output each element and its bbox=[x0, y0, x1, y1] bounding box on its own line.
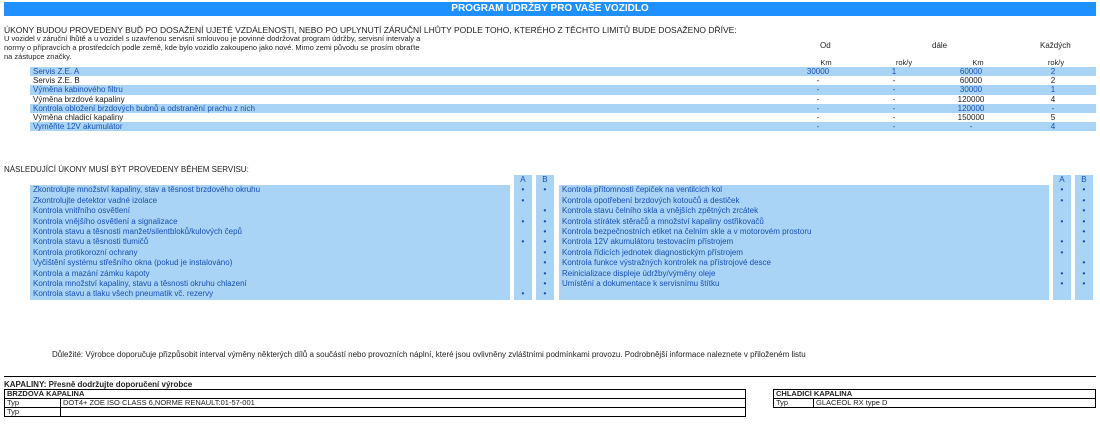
service-b-mark: • bbox=[536, 227, 554, 237]
service-row bbox=[559, 289, 1093, 299]
service-a-mark bbox=[514, 258, 532, 268]
schedule-dale-km: 30000 bbox=[932, 85, 1010, 94]
service-row bbox=[30, 237, 554, 247]
service-label: Zkontrolujte detektor vadné izolace bbox=[30, 196, 510, 206]
column-a-header: A bbox=[1053, 175, 1071, 185]
service-row bbox=[30, 185, 554, 195]
schedule-dale-km: 150000 bbox=[957, 113, 985, 123]
service-b-mark: • bbox=[1075, 185, 1093, 195]
service-label: Kontrola stírátek stěračů a množství kapaliny ostřikovačů bbox=[559, 217, 1049, 227]
service-row bbox=[559, 206, 1093, 216]
column-b-header: B bbox=[1075, 175, 1093, 185]
service-label: Reinicializace displeje údržby/výměny oleje bbox=[559, 269, 1049, 279]
schedule-row bbox=[30, 95, 1096, 104]
service-a-mark bbox=[514, 206, 532, 216]
services-heading: NÁSLEDUJÍCÍ ÚKONY MUSÍ BÝT PROVEDENY BĚHEM SERVISU: bbox=[4, 165, 249, 174]
service-b-mark: • bbox=[536, 237, 554, 247]
service-row bbox=[559, 196, 1093, 206]
service-label: Kontrola 12V akumulátoru testovacím přístrojem bbox=[559, 237, 1049, 247]
schedule-dale-km: 120000 bbox=[932, 104, 1010, 113]
service-row bbox=[30, 279, 554, 289]
schedule-od-km: - bbox=[816, 113, 820, 123]
service-label: Kontrola stavu a těsnosti manžet/silentbloků/kulových čepů bbox=[30, 227, 510, 237]
service-a-mark bbox=[1053, 206, 1071, 216]
schedule-row bbox=[30, 104, 1096, 113]
service-label: Umístění a dokumentace k servisnímu štítku bbox=[559, 279, 1049, 289]
service-row bbox=[559, 227, 1093, 237]
column-b-header: B bbox=[536, 175, 554, 185]
brake-fluid-type-label: Typ bbox=[5, 399, 61, 408]
service-a-mark: • bbox=[514, 217, 532, 227]
schedule-od-years: - bbox=[856, 85, 932, 94]
service-row bbox=[30, 227, 554, 237]
service-a-mark: • bbox=[1053, 248, 1071, 258]
service-a-mark: • bbox=[1053, 269, 1071, 279]
service-label: Kontrola přítomnosti čepiček na ventilcích kol bbox=[559, 185, 1049, 195]
service-row bbox=[30, 196, 554, 206]
schedule-od-km: - bbox=[816, 94, 820, 104]
service-b-mark: • bbox=[536, 217, 554, 227]
service-label: Kontrola stavu a těsnosti tlumičů bbox=[30, 237, 510, 247]
schedule-dale-years: 4 bbox=[1010, 122, 1096, 131]
service-b-mark: • bbox=[536, 279, 554, 289]
schedule-dale-years: 2 bbox=[1010, 67, 1096, 76]
services-header-row bbox=[559, 175, 1093, 185]
schedule-item-label: Kontrola obložení brzdových bubnů a odstranění prachu z nich bbox=[30, 104, 780, 113]
service-a-mark bbox=[1053, 258, 1071, 268]
service-label: Kontrola protikorozní ochrany bbox=[30, 248, 510, 258]
service-label bbox=[559, 289, 1049, 299]
service-b-mark: • bbox=[1075, 279, 1093, 289]
service-row bbox=[30, 206, 554, 216]
service-a-mark: • bbox=[1053, 279, 1071, 289]
schedule-dale-years: 4 bbox=[1050, 94, 1056, 104]
service-label: Kontrola vnějšího osvětlení a signalizace bbox=[30, 217, 510, 227]
service-b-mark: • bbox=[536, 248, 554, 258]
schedule-od-km: - bbox=[780, 104, 856, 113]
service-a-mark: • bbox=[514, 237, 532, 247]
service-b-mark: • bbox=[536, 289, 554, 299]
service-b-mark: • bbox=[536, 258, 554, 268]
intro-heading: ÚKONY BUDOU PROVEDENY BUĎ PO DOSAŽENÍ UJETÉ VZDÁLENOSTI, NEBO PO UPLYNUTÍ ZÁRUČNÍ LHŮTY PODLE TOHO, KTERÉHO Z TĚCHTO LIMITŮ BUDE DOSAŽENO DŘÍVE: bbox=[4, 25, 737, 35]
schedule-od-km: - bbox=[780, 85, 856, 94]
column-a-header: A bbox=[514, 175, 532, 185]
service-row bbox=[30, 269, 554, 279]
service-label: Kontrola a mazání zámku kapoty bbox=[30, 269, 510, 279]
service-b-mark: • bbox=[536, 185, 554, 195]
schedule-dale-km: 120000 bbox=[957, 94, 985, 104]
service-a-mark bbox=[1053, 289, 1071, 299]
coolant-table bbox=[773, 389, 1096, 408]
important-note: Důležité: Výrobce doporučuje přizpůsobit interval výměny některých dílů a součástí nebo provozních náplní, které jsou ovlivněny zvláštními podmínkami provozu. Podrobnější informace naleznete v přiloženém listu bbox=[52, 350, 806, 359]
service-row bbox=[30, 258, 554, 268]
section-divider bbox=[4, 376, 1096, 377]
service-a-mark: • bbox=[1053, 217, 1071, 227]
page-title: PROGRAM ÚDRŽBY PRO VAŠE VOZIDLO bbox=[4, 2, 1096, 16]
col-header-kazdych: Každých bbox=[1040, 41, 1071, 50]
schedule-od-years: - bbox=[856, 122, 932, 131]
schedule-od-years: - bbox=[892, 76, 896, 86]
service-a-mark: • bbox=[1053, 237, 1071, 247]
service-b-mark: • bbox=[1075, 227, 1093, 237]
schedule-item-label: Servis Z.E. B bbox=[33, 76, 80, 86]
schedule-dale-years: 2 bbox=[1050, 76, 1056, 86]
coolant-title: CHLADICÍ KAPALINA bbox=[774, 390, 1096, 399]
service-row bbox=[559, 185, 1093, 195]
schedule-item-label: Vyměňte 12V akumulátor bbox=[30, 122, 780, 131]
schedule-od-km: - bbox=[816, 76, 820, 86]
schedule-item-label: Výměna brzdové kapaliny bbox=[33, 94, 125, 104]
service-b-mark bbox=[1075, 248, 1093, 258]
schedule-row bbox=[30, 85, 1096, 94]
fluids-heading: KAPALINY: Přesně dodržujte doporučení výrobce bbox=[4, 380, 193, 389]
service-a-mark bbox=[514, 227, 532, 237]
service-a-mark bbox=[514, 248, 532, 258]
schedule-dale-km: 60000 bbox=[932, 67, 1010, 76]
service-row bbox=[30, 289, 554, 299]
schedule-od-years: - bbox=[892, 113, 896, 123]
service-b-mark: • bbox=[1075, 196, 1093, 206]
subheader-km-od: Km bbox=[820, 58, 832, 67]
service-b-mark: • bbox=[1075, 217, 1093, 227]
schedule-row bbox=[30, 122, 1096, 131]
service-label: Kontrola stavu čelního skla a vnějších zpětných zrcátek bbox=[559, 206, 1049, 216]
schedule-od-years: - bbox=[856, 104, 932, 113]
service-b-mark bbox=[1075, 289, 1093, 299]
brake-fluid-type-value: DOT4+ ZOE ISO CLASS 6,NORME RENAULT:01-57-001 bbox=[61, 399, 746, 408]
col-header-od: Od bbox=[820, 41, 831, 50]
subheader-years-od: rok/y bbox=[895, 58, 913, 67]
service-b-mark: • bbox=[1075, 206, 1093, 216]
service-label: Zkontrolujte množství kapaliny, stav a těsnost brzdového okruhu bbox=[30, 185, 510, 195]
service-b-mark: • bbox=[1075, 237, 1093, 247]
service-label: Kontrola řídicích jednotek diagnostickým přístrojem bbox=[559, 248, 1049, 258]
brake-fluid-type2-label: Typ bbox=[5, 408, 61, 417]
services-header-row bbox=[30, 175, 554, 185]
service-a-mark: • bbox=[514, 185, 532, 195]
brake-fluid-title: BRZDOVÁ KAPALINA bbox=[5, 390, 746, 399]
brake-fluid-table bbox=[4, 389, 746, 417]
service-row bbox=[559, 279, 1093, 289]
service-label: Kontrola množství kapaliny, stavu a těsnosti okruhu chlazení bbox=[30, 279, 510, 289]
service-label: Kontrola vnitřního osvětlení bbox=[30, 206, 510, 216]
coolant-type-value: GLACEOL RX type D bbox=[814, 399, 1096, 408]
schedule-dale-years: - bbox=[1010, 104, 1096, 113]
service-b-mark: • bbox=[536, 206, 554, 216]
service-b-mark bbox=[536, 196, 554, 206]
schedule-item-label: Servis Z.E. A bbox=[30, 67, 780, 76]
service-label: Kontrola funkce výstražných kontrolek na přístrojové desce bbox=[559, 258, 1049, 268]
service-row bbox=[30, 217, 554, 227]
service-a-mark bbox=[514, 279, 532, 289]
service-a-mark: • bbox=[514, 196, 532, 206]
schedule-row bbox=[30, 113, 1096, 122]
schedule-od-km: - bbox=[780, 122, 856, 131]
subheader-km-dale: Km bbox=[972, 58, 984, 67]
schedule-item-label: Výměna kabinového filtru bbox=[30, 85, 780, 94]
schedule-od-km: 30000 bbox=[780, 67, 856, 76]
service-row bbox=[559, 237, 1093, 247]
schedule-row bbox=[30, 76, 1096, 85]
service-a-mark bbox=[1053, 227, 1071, 237]
service-a-mark: • bbox=[514, 289, 532, 299]
schedule-dale-km: - bbox=[932, 122, 1010, 131]
maintenance-schedule-table bbox=[30, 67, 1096, 131]
service-b-mark: • bbox=[1075, 258, 1093, 268]
service-label: Kontrola opotřebení brzdových kotoučů a destiček bbox=[559, 196, 1049, 206]
service-a-mark bbox=[514, 269, 532, 279]
service-row bbox=[559, 217, 1093, 227]
schedule-dale-km: 60000 bbox=[959, 76, 983, 86]
services-right-table bbox=[559, 175, 1093, 300]
service-row bbox=[559, 269, 1093, 279]
schedule-od-years: 1 bbox=[856, 67, 932, 76]
schedule-dale-years: 1 bbox=[1010, 85, 1096, 94]
service-b-mark: • bbox=[536, 269, 554, 279]
schedule-dale-years: 5 bbox=[1050, 113, 1056, 123]
col-header-dale: dále bbox=[932, 41, 948, 50]
service-label: Kontrola stavu a tlaku všech pneumatik vč. rezervy bbox=[30, 289, 510, 299]
brake-fluid-type2-value bbox=[61, 408, 746, 417]
schedule-row bbox=[30, 67, 1096, 76]
services-left-table bbox=[30, 175, 554, 300]
service-row bbox=[30, 248, 554, 258]
schedule-od-years: - bbox=[892, 94, 896, 104]
service-a-mark: • bbox=[1053, 185, 1071, 195]
intro-body: U vozidel v záruční lhůtě a u vozidel s uzavřenou servisní smlouvou je povinné dodržovat program údržby, servisní intervaly a normy o přípravcích a prostředcích podle země, kde bylo vozidlo zakoupeno jako nové. Mimo zemi původu se prosím obraťte na zástupce značky. bbox=[4, 34, 421, 61]
service-a-mark: • bbox=[1053, 196, 1071, 206]
service-row bbox=[559, 258, 1093, 268]
coolant-type-label: Typ bbox=[774, 399, 814, 408]
service-row bbox=[559, 248, 1093, 258]
subheader-years-dale: rok/y bbox=[1047, 58, 1065, 67]
service-b-mark: • bbox=[1075, 269, 1093, 279]
service-label: Kontrola bezpečnostních etiket na čelním skle a v motorovém prostoru bbox=[559, 227, 1049, 237]
schedule-item-label: Výměna chladicí kapaliny bbox=[33, 113, 124, 123]
service-label: Vyčištění systému střešního okna (pokud je instalováno) bbox=[30, 258, 510, 268]
